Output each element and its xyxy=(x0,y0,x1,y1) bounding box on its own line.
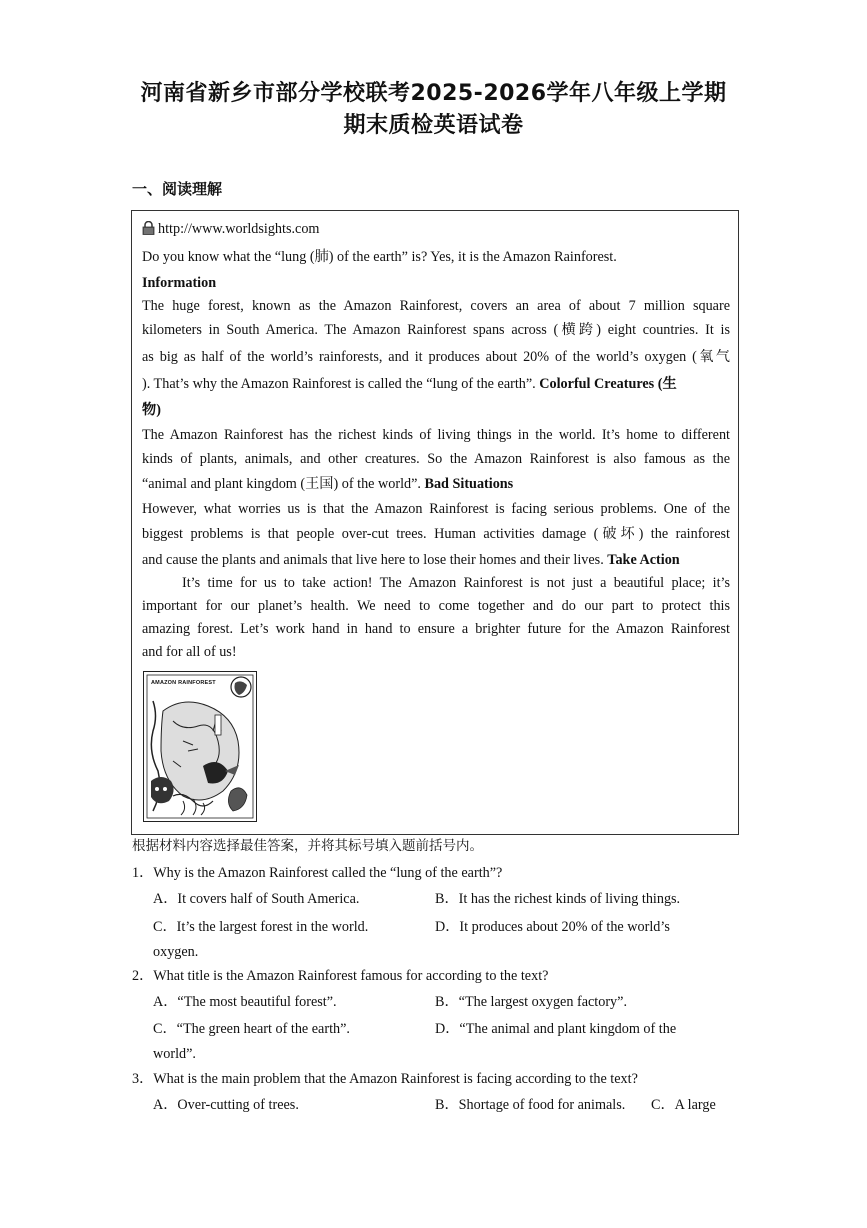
q1-option-a[interactable]: A．It covers half of South America. xyxy=(153,891,360,907)
q1-option-b[interactable]: B．It has the richest kinds of living things. xyxy=(435,891,681,907)
q3-option-c-partial[interactable]: C．A large xyxy=(651,1097,716,1113)
para3-line1: However, what worries us is that the Amazon Rainforest is facing serious problems. One of the xyxy=(142,501,730,517)
para1-line4-text: ). That’s why the Amazon Rainforest is called the “lung of the earth”. xyxy=(142,376,540,392)
para1-line3: as big as half of the world’s rainforests, and it produces about 20% of the world’s oxygen (氧气 xyxy=(142,349,730,365)
para1-line4 xyxy=(142,374,730,394)
question-2-stem: 2．What title is the Amazon Rainforest famous for according to the text? xyxy=(132,968,549,984)
heading-bad-situations: Bad Situations xyxy=(424,476,514,492)
doc-title-line-1: 河南省新乡市部分学校联考2025-2026学年八年级上学期 xyxy=(140,81,727,106)
url-text: http://www.worldsights.com xyxy=(158,221,320,237)
question-1-stem: 1．Why is the Amazon Rainforest called the “lung of the earth”? xyxy=(132,865,503,881)
para1-line1: The huge forest, known as the Amazon Rainforest, covers an area of about 7 million square xyxy=(142,298,730,314)
heading-information: Information xyxy=(142,275,217,291)
para2-line3 xyxy=(142,474,730,494)
q1-option-d-cont: oxygen. xyxy=(153,944,199,960)
q2-option-a[interactable]: A．“The most beautiful forest”. xyxy=(153,994,337,1010)
question-3-stem: 3．What is the main problem that the Amazon Rainforest is facing according to the text? xyxy=(132,1071,638,1087)
heading-take-action: Take Action xyxy=(607,552,680,568)
para2-line1: The Amazon Rainforest has the richest kinds of living things in the world. It’s home to different xyxy=(142,427,730,443)
para4-line3: amazing forest. Let’s work hand in hand to ensure a brighter future for the Amazon Rainforest xyxy=(142,621,730,637)
para4-line1: It’s time for us to take action! The Amazon Rainforest is not just a beautiful place; it’s xyxy=(182,575,730,591)
q3-option-b[interactable]: B．Shortage of food for animals. xyxy=(435,1097,626,1113)
para3-line3-text: and cause the plants and animals that live here to lose their homes and their lives. xyxy=(142,552,608,568)
section-heading: 一、阅读理解 xyxy=(132,180,223,198)
q2-option-c[interactable]: C．“The green heart of the earth”. xyxy=(153,1021,350,1037)
para3-line2: biggest problems is that people over-cut trees. Human activities damage (破坏) the rainforest xyxy=(142,526,730,542)
para4-line4: and for all of us! xyxy=(142,644,237,660)
para1-line2: kilometers in South America. The Amazon Rainforest spans across (横跨) eight countries. It is xyxy=(142,322,730,338)
q2-option-d-cont: world”. xyxy=(153,1046,196,1062)
url-line xyxy=(142,219,730,241)
doc-title-line-2: 期末质检英语试卷 xyxy=(343,113,524,138)
instructions: 根据材料内容选择最佳答案，并将其标号填入题前括号内。 xyxy=(132,838,483,854)
lock-icon xyxy=(142,221,155,241)
para2-line3-text: “animal and plant kingdom (王国) of the world”. xyxy=(142,476,425,492)
passage-box xyxy=(131,210,739,835)
intro-line: Do you know what the “lung (肺) of the earth” is? Yes, it is the Amazon Rainforest. xyxy=(142,249,617,265)
q2-option-d[interactable]: D．“The animal and plant kingdom of the xyxy=(435,1021,677,1037)
heading-creatures: Colorful Creatures (生 xyxy=(539,376,677,392)
q1-option-d[interactable]: D．It produces about 20% of the world’s xyxy=(435,919,670,935)
para4-line2: important for our planet’s health. We need to come together and do our part to protect this xyxy=(142,598,730,614)
amazon-rainforest-illustration xyxy=(143,671,257,822)
q1-option-c[interactable]: C．It’s the largest forest in the world. xyxy=(153,919,369,935)
q3-option-a[interactable]: A．Over-cutting of trees. xyxy=(153,1097,299,1113)
q2-option-b[interactable]: B．“The largest oxygen factory”. xyxy=(435,994,627,1010)
para3-line3 xyxy=(142,550,730,570)
heading-creatures-cont: 物) xyxy=(142,402,161,418)
para2-line2: kinds of plants, animals, and other creatures. So the Amazon Rainforest is also famous as the xyxy=(142,451,730,467)
illustration-caption: AMAZON RAINFOREST xyxy=(151,680,216,686)
